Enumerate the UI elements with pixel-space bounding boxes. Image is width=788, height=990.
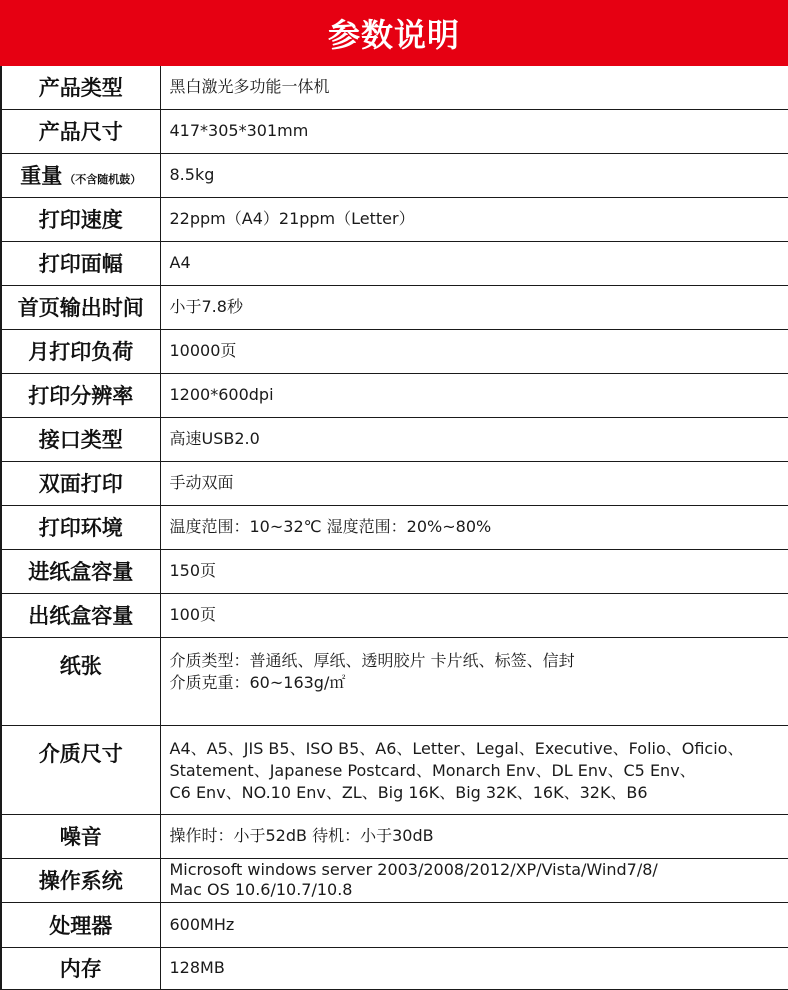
- spec-label: 打印环境: [1, 505, 160, 549]
- spec-label: 打印分辨率: [1, 373, 160, 417]
- spec-value: 黑白激光多功能一体机: [160, 66, 788, 109]
- table-row: [1, 947, 788, 989]
- spec-value: 温度范围：10~32℃ 湿度范围：20%~80%: [160, 505, 788, 549]
- spec-label: 接口类型: [1, 417, 160, 461]
- spec-label: 重量: [20, 164, 63, 188]
- spec-label: 打印面幅: [1, 241, 160, 285]
- spec-table: [0, 66, 788, 990]
- spec-label-note: （不含随机鼓）: [64, 173, 142, 186]
- spec-label: 进纸盒容量: [1, 549, 160, 593]
- table-row: [1, 66, 788, 109]
- spec-value-line: Microsoft windows server 2003/2008/2012/XP/Vista/Wind7/8/: [169, 860, 658, 879]
- table-row: [1, 373, 788, 417]
- spec-value-line: Statement、Japanese Postcard、Monarch Env、DL Env、C5 Env、: [169, 760, 696, 780]
- spec-value-line: C6 Env、NO.10 Env、ZL、Big 16K、Big 32K、16K、32K、B6: [169, 782, 648, 802]
- table-row: [1, 858, 788, 902]
- spec-label: 产品尺寸: [1, 109, 160, 153]
- spec-label: 内存: [1, 947, 160, 989]
- spec-value: 22ppm（A4）21ppm（Letter）: [160, 197, 788, 241]
- spec-value: 小于7.8秒: [160, 285, 788, 329]
- spec-label-cell: [1, 153, 160, 197]
- table-row: [1, 417, 788, 461]
- table-row: [1, 549, 788, 593]
- table-row: [1, 902, 788, 947]
- spec-label: 噪音: [1, 814, 160, 858]
- table-row: [1, 814, 788, 858]
- page-header: [0, 0, 788, 66]
- spec-label: 产品类型: [1, 66, 160, 109]
- spec-label: 操作系统: [1, 858, 160, 902]
- page-title: 参数说明: [327, 16, 460, 54]
- spec-value: 8.5kg: [160, 153, 788, 197]
- spec-value: 操作时：小于52dB 待机：小于30dB: [160, 814, 788, 858]
- spec-value-line: A4、A5、JIS B5、ISO B5、A6、Letter、Legal、Executive、Folio、Oficio、: [169, 738, 744, 758]
- spec-label: 纸张: [1, 637, 160, 725]
- spec-value-line: 介质类型：普通纸、厚纸、透明胶片 卡片纸、标签、信封: [169, 650, 575, 670]
- spec-value: 600MHz: [160, 902, 788, 947]
- spec-label: 首页输出时间: [1, 285, 160, 329]
- spec-value: 150页: [160, 549, 788, 593]
- spec-value: 10000页: [160, 329, 788, 373]
- spec-label: 出纸盒容量: [1, 593, 160, 637]
- spec-value: 100页: [160, 593, 788, 637]
- table-row: [1, 109, 788, 153]
- spec-value-line: 介质克重：60~163g/㎡: [169, 672, 346, 692]
- table-row: [1, 461, 788, 505]
- spec-value: 手动双面: [160, 461, 788, 505]
- spec-value: 1200*600dpi: [160, 373, 788, 417]
- spec-value: [160, 725, 788, 814]
- spec-label: 月打印负荷: [1, 329, 160, 373]
- spec-label: 介质尺寸: [1, 725, 160, 814]
- table-row: [1, 197, 788, 241]
- spec-value-line: Mac OS 10.6/10.7/10.8: [169, 880, 353, 899]
- spec-value: 417*305*301mm: [160, 109, 788, 153]
- table-row: [1, 329, 788, 373]
- table-row: [1, 725, 788, 814]
- spec-label: 打印速度: [1, 197, 160, 241]
- spec-value: A4: [160, 241, 788, 285]
- spec-value: 高速USB2.0: [160, 417, 788, 461]
- table-row: [1, 637, 788, 725]
- table-row: [1, 505, 788, 549]
- table-row: [1, 593, 788, 637]
- spec-label: 双面打印: [1, 461, 160, 505]
- table-row: [1, 153, 788, 197]
- spec-value: [160, 858, 788, 902]
- spec-label: 处理器: [1, 902, 160, 947]
- spec-value: [160, 637, 788, 725]
- spec-value: 128MB: [160, 947, 788, 989]
- table-row: [1, 241, 788, 285]
- table-row: [1, 285, 788, 329]
